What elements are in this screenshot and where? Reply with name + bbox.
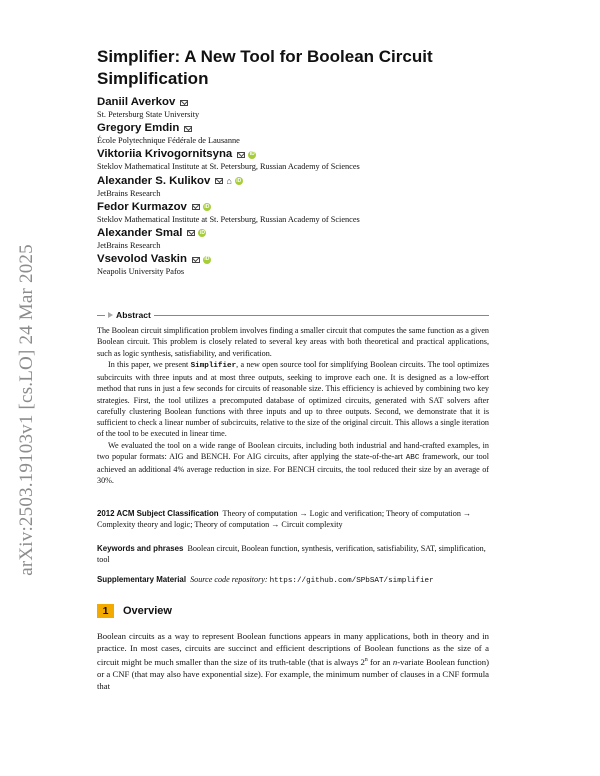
author-affiliation: JetBrains Research xyxy=(97,188,161,198)
author-name: Gregory Emdin xyxy=(97,122,180,135)
abstract-span: framework, our tool achieved an additional 4% average reduction in size. For BENCH circuits, the tool reduced their size by an average of 30%. xyxy=(97,451,489,486)
author xyxy=(97,227,489,253)
author-affiliation: Steklov Mathematical Institute at St. Petersburg, Russian Academy of Sciences xyxy=(97,214,360,224)
author xyxy=(97,201,489,227)
abstract-span: , a new open source tool for simplifying Boolean circuits. The tool optimizes subcircuits with three inputs and at most three outputs, seeking to improve each one. It is designed as a low-effort method that runs in just a few seconds for circuits of reasonable size. This efficiency is achieved by combining two key strategies. First, the tool utilizes a precomputed database of optimized circuits, generated with SAT solvers after carefully clustering Boolean functions with three inputs and up to three outputs. Second, we demonstrate that it is sufficient to check a linear number of subcircuits, relative to the size of the original circuit. This allows a single iteration of the tool to be executed in linear time. xyxy=(97,359,489,439)
author-name: Daniil Averkov xyxy=(97,96,176,108)
author xyxy=(97,148,489,174)
arxiv-sidebar xyxy=(14,200,40,620)
keywords-text: Boolean circuit, Boolean function, synthesis, verification, satisfiability, SAT, simplification, tool xyxy=(97,544,486,565)
body-paragraph xyxy=(97,630,489,692)
tool-name: Simplifier xyxy=(190,361,237,370)
orcid-icon[interactable]: iD xyxy=(249,151,255,158)
body-var: n xyxy=(392,657,398,668)
section-heading xyxy=(97,604,172,618)
author-affiliation: JetBrains Research xyxy=(97,240,161,250)
body-span: Boolean circuits as a way to represent Boolean functions appears in many applications, both in theory and in practice. In most cases, circuits are succinct and efficient descriptions of Boolean functions as the size of a circuit might be much smaller than the size of its truth-table (that is always 2 xyxy=(97,631,489,668)
orcid-icon[interactable]: iD xyxy=(199,229,205,236)
author-list xyxy=(97,96,489,279)
paper-title: Simplifier: A New Tool for Boolean Circuit Simplification xyxy=(97,47,433,88)
abstract-span: In this paper, we present xyxy=(108,359,191,369)
mail-icon[interactable] xyxy=(192,257,200,263)
author-affiliation: Steklov Mathematical Institute at St. Petersburg, Russian Academy of Sciences xyxy=(97,162,360,172)
supplementary-prefix: Source code repository xyxy=(190,575,265,584)
mail-icon[interactable] xyxy=(187,230,195,236)
body-sup: n xyxy=(364,657,368,664)
author-name: Alexander Smal xyxy=(97,226,183,239)
author-affiliation: St. Petersburg State University xyxy=(97,110,200,119)
section-number: 1 xyxy=(97,604,114,618)
abstract-label: Abstract xyxy=(116,310,151,320)
mail-icon[interactable] xyxy=(184,126,192,132)
triangle-icon xyxy=(108,312,113,318)
supplementary-material: Supplementary Material Source code repository: https://github.com/SPbSAT/simplifier xyxy=(97,575,434,585)
abstract-text xyxy=(97,325,489,487)
orcid-icon[interactable]: iD xyxy=(204,256,210,263)
author xyxy=(97,96,489,122)
acm-text: Theory of computation → Logic and verification; Theory of computation → Complexity theory and logic; Theory of computation → Circuit complexity xyxy=(97,509,472,530)
author-name: Alexander S. Kulikov xyxy=(97,174,211,187)
mail-icon[interactable] xyxy=(180,100,188,106)
body-span: -variate Boolean function) or a CNF (that may also have exponential size). For example, the minimum number of clauses in a CNF formula that xyxy=(97,657,490,692)
abstract-paragraph xyxy=(97,440,489,487)
home-icon[interactable]: ⌂ xyxy=(226,175,232,186)
mail-icon[interactable] xyxy=(237,152,245,158)
author-affiliation: Neapolis University Pafos xyxy=(97,267,185,277)
keywords xyxy=(97,543,489,566)
author xyxy=(97,253,489,279)
acm-label: 2012 ACM Subject Classification xyxy=(97,509,219,518)
orcid-icon[interactable]: iD xyxy=(204,203,210,210)
author-name: Fedor Kurmazov xyxy=(97,200,187,213)
author xyxy=(97,175,489,201)
author-name: Viktoriia Krivogornitsyna xyxy=(97,148,233,161)
body-span: for an xyxy=(367,657,393,668)
repository-link[interactable]: https://github.com/SPbSAT/simplifier xyxy=(269,577,434,585)
mail-icon[interactable] xyxy=(192,204,200,210)
author-name: Vsevolod Vaskin xyxy=(97,253,187,266)
abstract-rule xyxy=(97,315,489,316)
supplementary-label: Supplementary Material xyxy=(97,575,187,584)
abstract-paragraph xyxy=(97,359,489,440)
abc-name: ABC xyxy=(405,453,420,462)
abstract-heading xyxy=(97,309,489,321)
author xyxy=(97,122,489,148)
keywords-label: Keywords and phrases xyxy=(97,544,184,553)
acm-classification xyxy=(97,508,489,531)
orcid-icon[interactable]: iD xyxy=(236,177,242,184)
author-affiliation: École Polytechnique Fédérale de Lausanne xyxy=(97,136,240,146)
arxiv-identifier: arXiv:2503.19103v1 [cs.LO] 24 Mar 2025 xyxy=(16,244,37,576)
abstract-span: We evaluated the tool on a wide range of Boolean circuits, including both industrial and hand-crafted examples, in two popular formats: AIG and BENCH. For AIG circuits, after applying the state-of-the-art xyxy=(97,440,489,461)
mail-icon[interactable] xyxy=(215,178,223,184)
abstract-paragraph: The Boolean circuit simplification problem involves finding a smaller circuit that computes the same function as a given Boolean circuit. This problem is closely related to several key areas with both theoretical and practical applications, such as logic synthesis, satisfiability, and verification. xyxy=(97,326,489,358)
section-title: Overview xyxy=(123,605,172,617)
